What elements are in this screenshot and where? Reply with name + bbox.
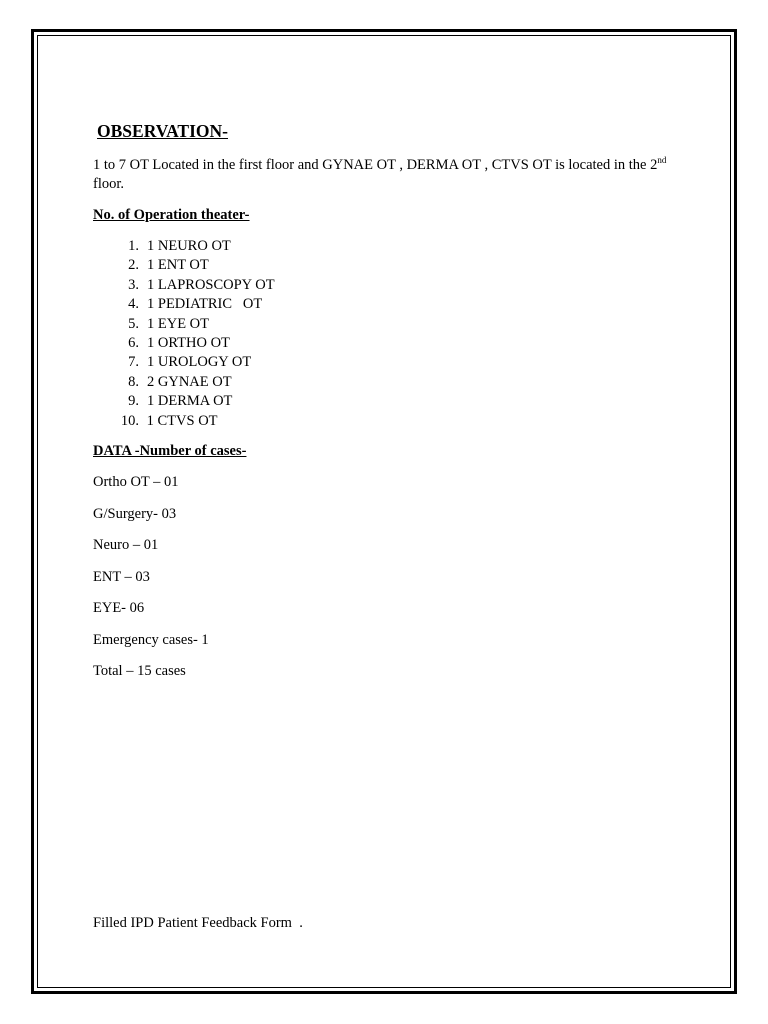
list-item [93, 353, 275, 372]
case-line: EYE- 06 [93, 600, 145, 616]
ot-section-title: No. of Operation theater- [93, 207, 250, 223]
case-line: ENT – 03 [93, 569, 150, 585]
data-section-title: DATA -Number of cases- [93, 443, 247, 459]
list-item-text: 1 DERMA OT [147, 393, 233, 410]
list-item-number: 8. [128, 373, 139, 390]
list-item [93, 315, 275, 334]
list-item [93, 256, 275, 275]
intro-superscript: nd [657, 155, 667, 166]
list-item-text: 1 PEDIATRIC OT [147, 296, 263, 313]
case-line: Total – 15 cases [93, 663, 186, 679]
list-item-number: 5. [128, 315, 139, 332]
case-line: G/Surgery- 03 [93, 506, 177, 522]
case-line: Ortho OT – 01 [93, 474, 179, 490]
list-item-number: 4. [128, 296, 139, 313]
case-line: Neuro – 01 [93, 537, 159, 553]
ot-list [93, 237, 275, 431]
list-item-number: 9. [128, 393, 139, 410]
list-item [93, 412, 275, 431]
list-item [93, 334, 275, 353]
case-line: Emergency cases- 1 [93, 632, 209, 648]
list-item-number: 1. [128, 238, 139, 254]
intro-text: 1 to 7 OT Located in the first floor and GYNAE OT , DERMA OT , CTVS OT is located in the 2 [93, 157, 658, 173]
list-item-text: 1 EYE OT [147, 315, 210, 332]
list-item [93, 237, 275, 256]
list-item-number: 3. [128, 276, 139, 293]
list-item-number: 7. [128, 354, 139, 371]
intro-paragraph [93, 156, 693, 194]
list-item-text: 1 ORTHO OT [147, 334, 230, 351]
list-item-text: 1 UROLOGY OT [147, 354, 252, 371]
list-item-number: 10. [120, 412, 139, 429]
list-item [93, 295, 275, 314]
list-item [93, 373, 275, 392]
list-item [93, 392, 275, 411]
list-item [93, 276, 275, 295]
list-item-text: 1 ENT OT [147, 257, 209, 274]
intro-tail: floor. [93, 176, 125, 192]
list-item-text: 1 NEURO OT [147, 238, 231, 254]
list-item-number: 6. [128, 334, 139, 351]
footer-note: Filled IPD Patient Feedback Form . [93, 915, 303, 931]
list-item-text: 1 CTVS OT [143, 412, 218, 429]
list-item-text: 1 LAPROSCOPY OT [147, 276, 275, 293]
list-item-number: 2. [128, 257, 139, 274]
list-item-text: 2 GYNAE OT [147, 373, 232, 390]
observation-heading: OBSERVATION- [97, 121, 228, 141]
